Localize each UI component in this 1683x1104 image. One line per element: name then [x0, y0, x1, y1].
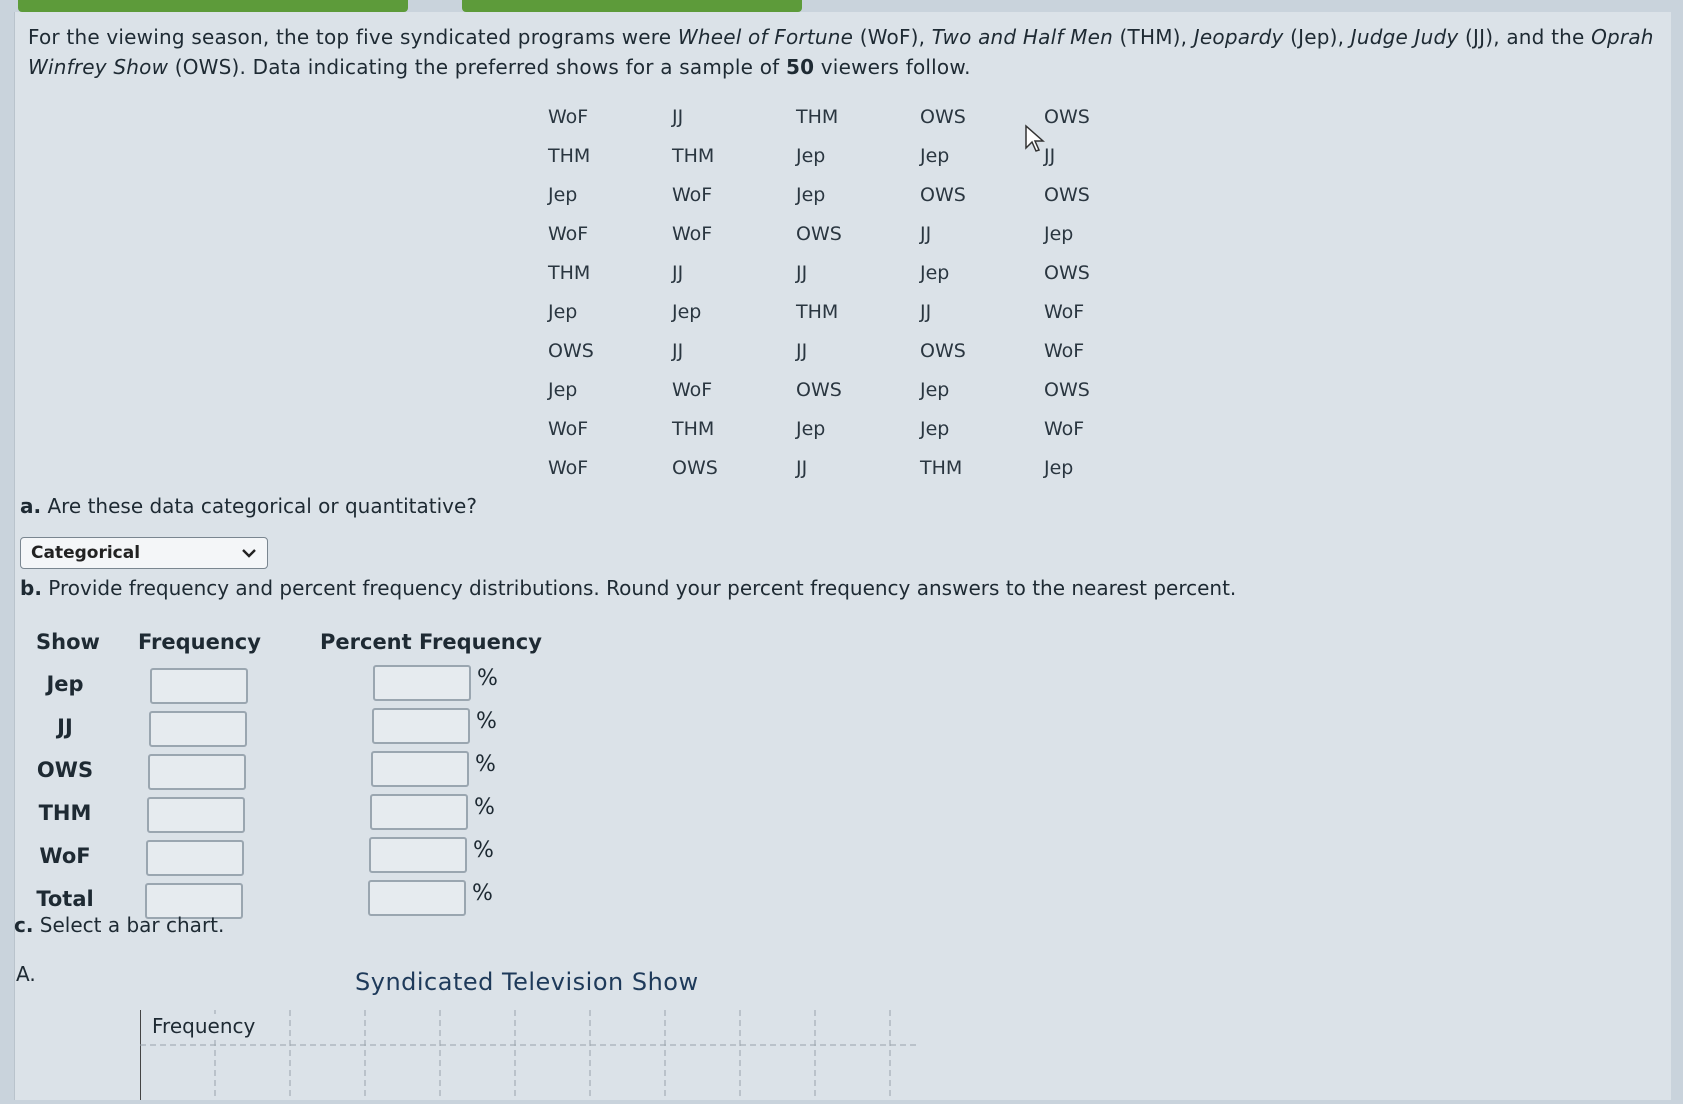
data-cell: Jep — [672, 301, 702, 323]
data-cell: THM — [672, 145, 715, 167]
data-cell: OWS — [796, 223, 842, 245]
frequency-input[interactable] — [146, 840, 244, 876]
part-b-question: b. Provide frequency and percent frequency distributions. Round your percent frequency answers to the nearest percent. — [20, 576, 1237, 600]
row-label: JJ — [57, 715, 73, 739]
data-cell: THM — [672, 418, 715, 440]
data-cell: Jep — [548, 379, 578, 401]
data-cell: JJ — [672, 340, 684, 362]
frequency-input[interactable] — [150, 668, 248, 704]
percent-symbol: % — [477, 666, 498, 691]
data-cell: THM — [548, 262, 591, 284]
data-cell: OWS — [796, 379, 842, 401]
data-cell: WoF — [548, 457, 589, 479]
data-cell: Jep — [920, 379, 950, 401]
data-cell: Jep — [796, 145, 826, 167]
data-type-select[interactable]: Categorical — [20, 537, 268, 569]
data-cell: OWS — [548, 340, 594, 362]
top-tab-right[interactable] — [462, 0, 802, 12]
data-cell: WoF — [672, 223, 713, 245]
percent-input[interactable] — [369, 837, 467, 873]
data-cell: JJ — [920, 301, 932, 323]
percent-input[interactable] — [370, 794, 468, 830]
data-cell: OWS — [1044, 184, 1090, 206]
data-cell: WoF — [672, 184, 713, 206]
data-cell: JJ — [1044, 145, 1056, 167]
data-cell: THM — [796, 106, 839, 128]
chart-title: Syndicated Television Show — [355, 968, 699, 996]
data-cell: WoF — [548, 223, 589, 245]
percent-input[interactable] — [368, 880, 466, 916]
data-cell: OWS — [1044, 106, 1090, 128]
column-header-percent: Percent Frequency — [320, 630, 542, 654]
data-cell: THM — [796, 301, 839, 323]
problem-intro: For the viewing season, the top five syndicated programs were Wheel of Fortune (WoF), Two and Half Men (THM), Jeopardy (Jep), Judge Judy (JJ), and the Oprah Winfrey Show (OWS). Data indicating the preferred shows for a sample of 50 viewers follow. — [28, 25, 1654, 79]
chevron-down-icon — [241, 547, 257, 559]
percent-input[interactable] — [372, 708, 470, 744]
data-cell: JJ — [920, 223, 932, 245]
data-cell: WoF — [672, 379, 713, 401]
row-label: OWS — [36, 758, 94, 782]
option-a-label[interactable]: A. — [16, 962, 36, 986]
percent-symbol: % — [474, 795, 495, 820]
data-cell: JJ — [796, 457, 808, 479]
percent-symbol: % — [475, 752, 496, 777]
data-cell: JJ — [672, 262, 684, 284]
frequency-input[interactable] — [149, 711, 247, 747]
percent-symbol: % — [473, 838, 494, 863]
data-cell: THM — [920, 457, 963, 479]
data-cell: Jep — [920, 145, 950, 167]
frequency-input[interactable] — [147, 797, 245, 833]
data-cell: Jep — [920, 262, 950, 284]
data-cell: JJ — [672, 106, 684, 128]
frequency-input[interactable] — [148, 754, 246, 790]
data-cell: Jep — [796, 184, 826, 206]
y-axis-label: Frequency — [148, 1014, 259, 1038]
column-header-frequency: Frequency — [138, 630, 261, 654]
column-header-show: Show — [36, 630, 100, 654]
part-a-question: a. Are these data categorical or quantitative? — [20, 494, 477, 518]
data-cell: WoF — [548, 418, 589, 440]
data-cell: OWS — [920, 340, 966, 362]
row-label: THM — [38, 801, 92, 825]
part-c-question: c. Select a bar chart. — [14, 913, 225, 937]
data-cell: Jep — [548, 184, 578, 206]
data-cell: Jep — [796, 418, 826, 440]
percent-input[interactable] — [373, 665, 471, 701]
data-cell: JJ — [796, 262, 808, 284]
mouse-cursor-icon — [1024, 124, 1046, 154]
data-cell: THM — [548, 145, 591, 167]
top-tab-left[interactable] — [18, 0, 408, 12]
percent-symbol: % — [472, 881, 493, 906]
row-label: WoF — [39, 844, 91, 868]
viewer-data-table — [548, 106, 1168, 496]
data-cell: WoF — [548, 106, 589, 128]
data-cell: Jep — [1044, 223, 1074, 245]
data-cell: OWS — [920, 184, 966, 206]
row-label: Total — [36, 887, 94, 911]
data-cell: Jep — [920, 418, 950, 440]
percent-input[interactable] — [371, 751, 469, 787]
percent-symbol: % — [476, 709, 497, 734]
row-label: Jep — [46, 672, 84, 696]
data-cell: JJ — [796, 340, 808, 362]
data-cell: Jep — [1044, 457, 1074, 479]
data-cell: OWS — [1044, 262, 1090, 284]
data-cell: OWS — [1044, 379, 1090, 401]
data-cell: WoF — [1044, 340, 1085, 362]
bar-chart-option-a[interactable] — [140, 1010, 920, 1100]
data-cell: WoF — [1044, 418, 1085, 440]
data-cell: OWS — [920, 106, 966, 128]
data-cell: Jep — [548, 301, 578, 323]
data-cell: OWS — [672, 457, 718, 479]
data-cell: WoF — [1044, 301, 1085, 323]
